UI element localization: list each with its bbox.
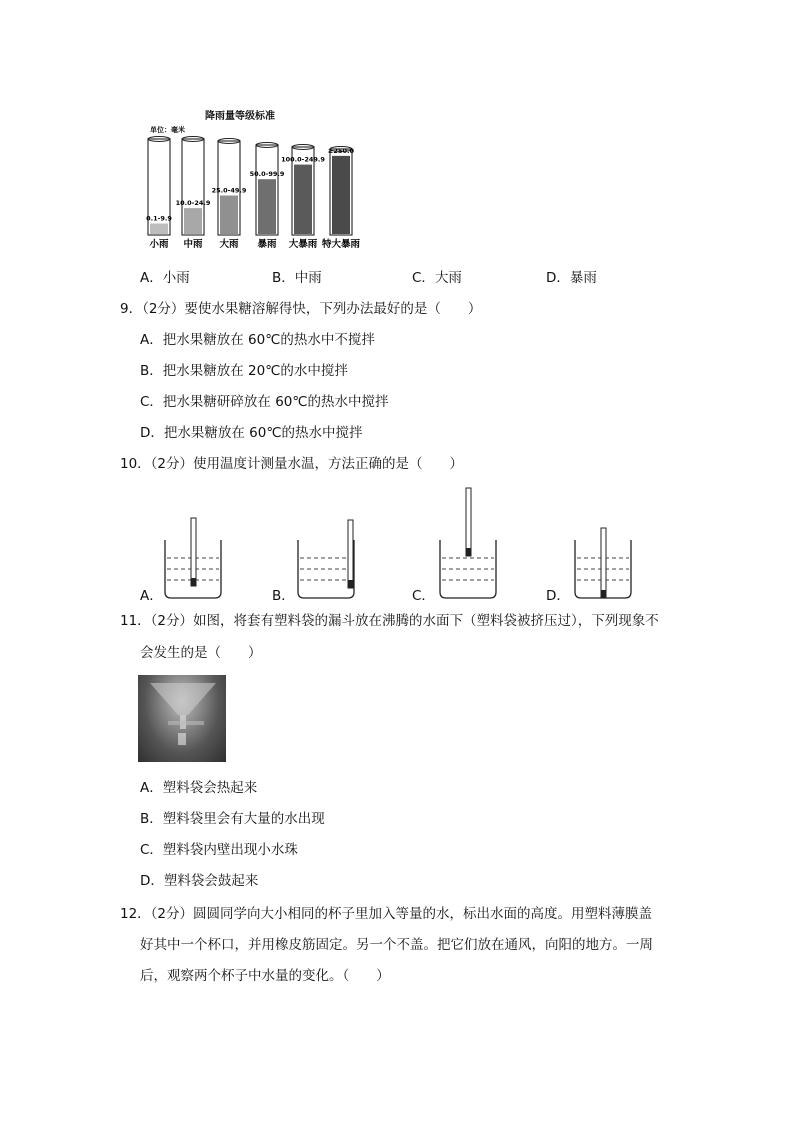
cylinder-range-label: ≥250.0 [327, 146, 355, 155]
rain-figure-title: 降雨量等级标准 [205, 111, 275, 122]
cylinder-range-label: 25.0-49.9 [211, 186, 247, 195]
cylinder-category-label: 大暴雨 [288, 239, 318, 250]
q11-stem-line2: 会发生的是（ ） [140, 645, 262, 661]
q11-stem-line1: 11．（2分）如图，将套有塑料袋的漏斗放在沸腾的水面下（塑料袋被挤压过），下列现象不 [120, 613, 659, 629]
cylinder-range-label: 10.0-24.9 [175, 199, 211, 208]
thermometer-a [191, 518, 196, 586]
q10-option-a[interactable]: A． [140, 588, 163, 604]
rain-cylinder-3 [212, 139, 247, 251]
rain-cylinder-6 [322, 147, 361, 251]
q11-option-a[interactable]: A．塑料袋会热起来 [140, 780, 258, 796]
cylinder-water-fill [332, 156, 350, 234]
cylinder-category-label: 特大暴雨 [321, 239, 361, 250]
q9-stem: 9．（2分）要使水果糖溶解得快，下列办法最好的是（ ） [120, 301, 482, 317]
thermometer-d [601, 528, 606, 598]
funnel-illustration [138, 675, 226, 762]
cylinder-water-fill [220, 196, 238, 234]
q11-option-b[interactable]: B．塑料袋里会有大量的水出现 [140, 811, 325, 827]
funnel-photo [138, 675, 226, 762]
q12-line3: 后，观察两个杯子中水量的变化。（ ） [140, 968, 390, 984]
cylinder-water-fill [258, 179, 276, 234]
rain-cylinder-5 [281, 145, 325, 251]
rain-cylinder-2 [176, 137, 211, 251]
q8-option-b-text: 中雨 [294, 270, 322, 286]
rain-level-figure [140, 95, 380, 260]
q11-option-d[interactable]: D．塑料袋会鼓起来 [140, 873, 259, 889]
rain-cylinder-1 [146, 137, 172, 251]
q10-option-c[interactable]: C． [412, 588, 435, 604]
cylinder-category-label: 小雨 [149, 239, 169, 250]
q8-option-c[interactable] [412, 268, 462, 288]
q12-line2: 好其中一个杯口，并用橡皮筋固定。另一个不盖。把它们放在通风，向阳的地方。一周 [140, 937, 653, 953]
cylinder-range-label: 0.1-9.9 [146, 214, 172, 223]
q8-option-d[interactable] [546, 268, 597, 288]
q10-thermometer-figures [130, 480, 650, 605]
q10-option-d[interactable]: D． [546, 588, 570, 604]
q8-option-b-letter: B． [272, 270, 295, 286]
q9-option-b[interactable]: B．把水果糖放在 20℃的水中搅拌 [140, 363, 348, 379]
q9-option-a[interactable]: A．把水果糖放在 60℃的热水中不搅拌 [140, 332, 375, 348]
cylinder-range-label: 100.0-249.9 [281, 155, 325, 164]
q11-option-c[interactable]: C．塑料袋内壁出现小水珠 [140, 842, 298, 858]
cylinder-water-fill [294, 165, 312, 234]
q8-option-d-text: 暴雨 [569, 270, 597, 286]
rain-cylinder-4 [250, 143, 285, 251]
q8-option-a[interactable] [140, 268, 190, 288]
q8-option-a-text: 小雨 [162, 270, 190, 286]
beaker-b [298, 540, 354, 598]
q10-option-b[interactable]: B． [272, 588, 295, 604]
q12-line1: 12．（2分）圆圆同学向大小相同的杯子里加入等量的水，标出水面的高度。用塑料薄膜盖 [120, 906, 653, 922]
q8-option-a-letter: A． [140, 270, 163, 286]
q8-option-b[interactable] [272, 268, 322, 288]
q9-option-d[interactable]: D．把水果糖放在 60℃的热水中搅拌 [140, 425, 363, 441]
thermometer-b [348, 520, 353, 588]
cylinder-category-label: 暴雨 [257, 239, 277, 250]
q8-option-c-letter: C． [412, 270, 435, 286]
rain-cylinders [140, 95, 380, 260]
cylinder-water-fill [150, 223, 168, 234]
cylinder-water-fill [184, 208, 202, 234]
rain-figure-unit: 单位：毫米 [150, 126, 185, 134]
cylinder-range-label: 50.0-99.9 [249, 170, 285, 179]
q8-option-c-text: 大雨 [434, 270, 462, 286]
q8-option-d-letter: D． [546, 270, 570, 286]
cylinder-category-label: 大雨 [219, 239, 239, 250]
thermometer-c [466, 488, 471, 556]
cylinder-category-label: 中雨 [183, 239, 203, 250]
q10-stem: 10．（2分）使用温度计测量水温，方法正确的是（ ） [120, 456, 464, 472]
q9-option-c[interactable]: C．把水果糖研碎放在 60℃的热水中搅拌 [140, 394, 389, 410]
